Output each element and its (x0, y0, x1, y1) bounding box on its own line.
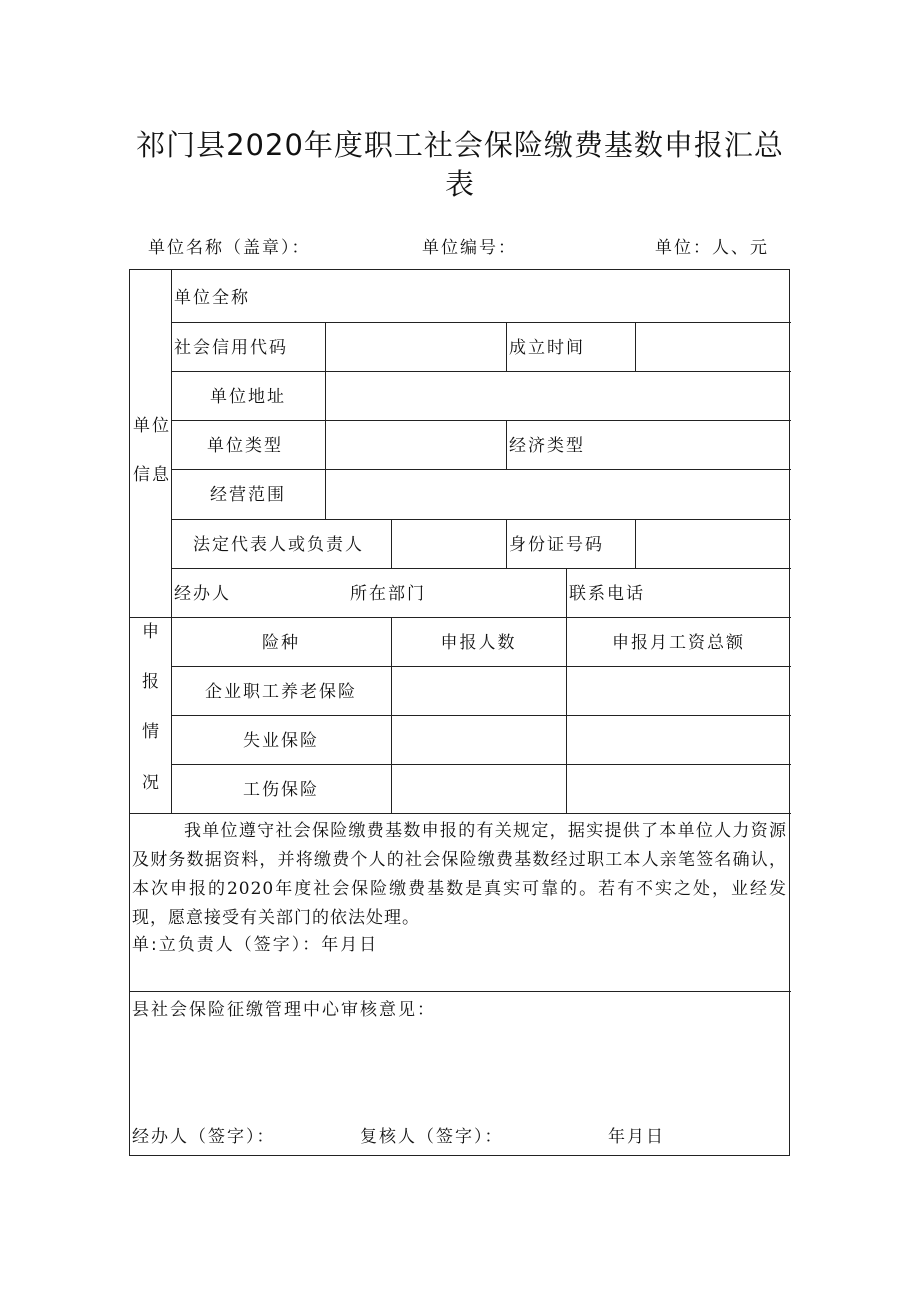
department-label: 所在部门 (350, 584, 426, 604)
statement-block (132, 817, 787, 933)
review-date: 年月日 (608, 1127, 665, 1147)
grid-line (171, 420, 791, 421)
statement-text: 我单位遵守社会保险缴费基数申报的有关规定，据实提供了本单位人力资源及财务数据资料，并将缴费个人的社会保险缴费基数经过职工本人亲笔签名确认，本次申报的2020年度社会保险缴费基数是真实可靠的。若有不实之处，业经发现，愿意接受有关部门的依法处理。 (132, 821, 787, 928)
grid-line (171, 519, 791, 520)
unit-measure-label: 单位：人、元 (655, 238, 769, 258)
unit-name-label: 单位名称（盖章）： (148, 238, 311, 258)
col-header-monthly-wage: 申报月工资总额 (612, 633, 745, 653)
grid-line (566, 568, 567, 617)
section-char: 报 (142, 672, 161, 692)
phone-label: 联系电话 (569, 584, 645, 604)
id-number-label: 身份证号码 (509, 535, 604, 555)
section-char: 情 (142, 722, 161, 742)
grid-line (130, 617, 791, 618)
grid-line (325, 371, 326, 519)
handler-label: 经办人 (174, 584, 231, 604)
grid-line (506, 519, 507, 568)
grid-line (130, 991, 791, 992)
declaration-form (129, 269, 790, 1156)
grid-line (171, 764, 791, 765)
grid-line (635, 322, 636, 371)
document-title (110, 126, 810, 204)
table-row-type: 工伤保险 (243, 780, 319, 800)
address-label: 单位地址 (210, 387, 286, 407)
review-checker-signature: 复核人（签字）： (360, 1127, 504, 1147)
business-scope-label: 经营范围 (210, 485, 286, 505)
grid-line (506, 322, 507, 371)
col-header-insurance-type: 险种 (262, 633, 300, 653)
unit-type-label: 单位类型 (207, 436, 283, 456)
section-char: 申 (142, 622, 161, 642)
established-label: 成立时间 (509, 338, 585, 358)
grid-line (130, 813, 791, 814)
credit-code-label: 社会信用代码 (174, 338, 288, 358)
title-line-1: 祁门县2020年度职工社会保险缴费基数申报汇总 (136, 128, 784, 162)
col-header-headcount: 申报人数 (440, 633, 517, 653)
grid-line (171, 469, 791, 470)
grid-line (325, 322, 326, 371)
review-handler-signature: 经办人（签字）： (132, 1127, 276, 1147)
review-title: 县社会保险征缴管理中心审核意见： (132, 1000, 436, 1020)
grid-line (171, 568, 791, 569)
grid-line (635, 519, 636, 568)
full-name-label: 单位全称 (174, 288, 250, 308)
title-line-2: 表 (444, 167, 475, 201)
section-label-info: 信息 (133, 465, 171, 485)
table-row-type: 企业职工养老保险 (205, 682, 357, 702)
legal-rep-label: 法定代表人或负责人 (193, 535, 364, 555)
section-label-unit: 单位 (133, 416, 171, 436)
grid-line (171, 322, 791, 323)
grid-line (171, 371, 791, 372)
grid-line (506, 420, 507, 469)
table-row-type: 失业保险 (243, 731, 319, 751)
econ-type-label: 经济类型 (509, 436, 585, 456)
statement-signer: 单:立负责人（签字）：年月日 (132, 935, 379, 955)
section-char: 况 (142, 773, 161, 793)
grid-line (171, 715, 791, 716)
grid-line (171, 666, 791, 667)
unit-number-label: 单位编号： (422, 238, 517, 258)
grid-line (391, 519, 392, 568)
